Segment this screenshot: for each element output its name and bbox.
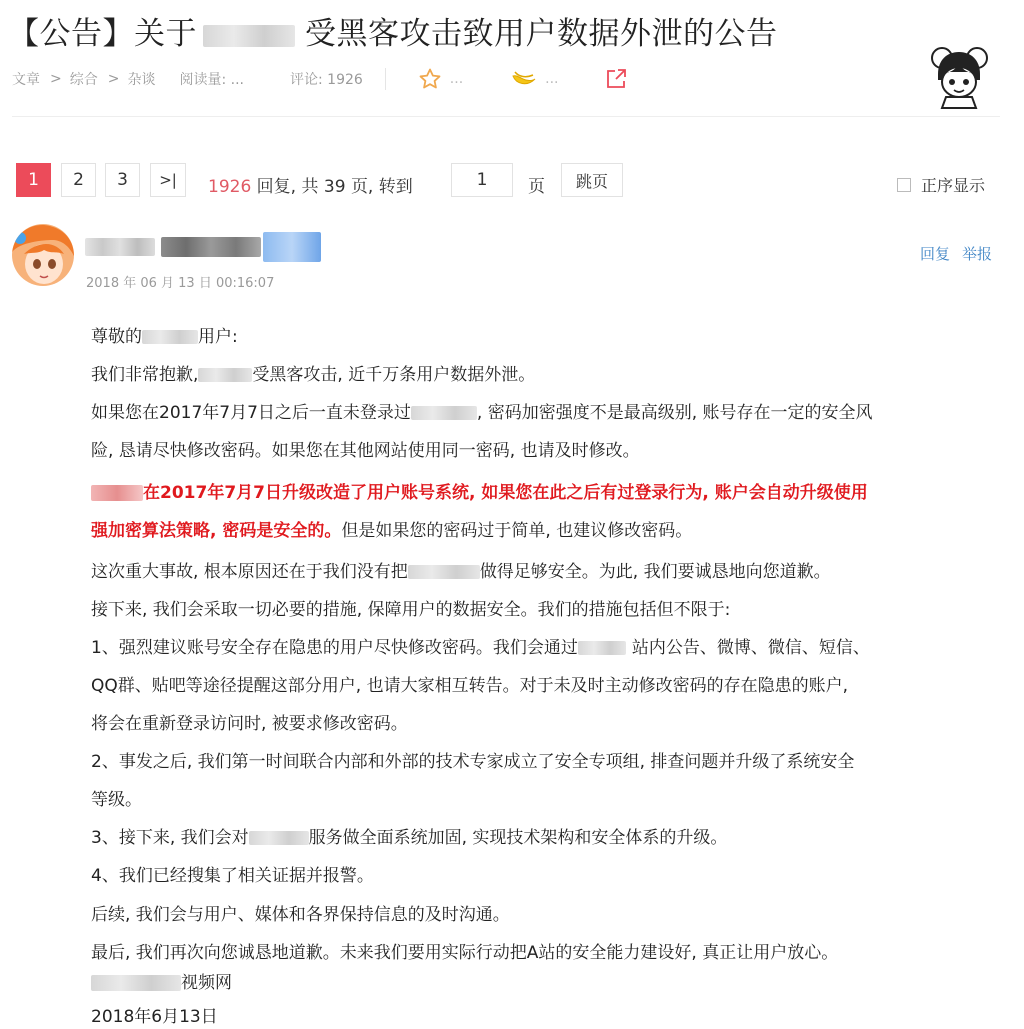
paragraph: 4、我们已经搜集了相关证据并报警。 (91, 866, 374, 886)
comments-count: 评论: 1926 (290, 72, 363, 88)
highlight-paragraph: 强加密算法策略, 密码是安全的。但是如果您的密码过于简单, 也建议修改密码。 (91, 521, 693, 541)
paragraph: 险, 恳请尽快修改密码。如果您在其他网站使用同一密码, 也请及时修改。 (91, 441, 640, 461)
jump-page-button[interactable]: 跳页 (561, 163, 623, 197)
paragraph: 2、事发之后, 我们第一时间联合内部和外部的技术专家成立了安全专项组, 排查问题并升级了系统安全 (91, 752, 855, 772)
paragraph: 这次重大事故, 根本原因还在于我们没有把 做得足够安全。为此, 我们要诚恳地向您道歉。 (91, 562, 831, 582)
last-page-button[interactable]: >| (150, 163, 186, 197)
paragraph: 我们非常抱歉, 受黑客攻击, 近千万条用户数据外泄。 (91, 365, 536, 385)
redacted-username[interactable] (85, 232, 321, 262)
mascot-avatar-icon (928, 44, 990, 110)
banana-icon (511, 68, 537, 90)
highlight-paragraph: 在2017年7月7日升级改造了用户账号系统, 如果您在此之后有过登录行为, 账户会自动升级使用 (91, 478, 868, 503)
signature-date: 2018年6月13日 (91, 1007, 218, 1027)
redacted-site-name (203, 25, 295, 47)
paragraph: 接下来, 我们会采取一切必要的措施, 保障用户的数据安全。我们的措施包括但不限于: (91, 600, 731, 620)
breadcrumb-sep: > (107, 71, 120, 87)
paragraph: 最后, 我们再次向您诚恳地道歉。未来我们要用实际行动把A站的安全能力建设好, 真正让用户放心。 (91, 943, 839, 963)
order-toggle[interactable]: 正序显示 (897, 173, 985, 196)
goto-page-input[interactable]: 1 (451, 163, 513, 197)
breadcrumb-item[interactable]: 综合 (69, 72, 98, 88)
page-button-2[interactable]: 2 (61, 163, 96, 197)
page-button-3[interactable]: 3 (105, 163, 140, 197)
star-icon (418, 67, 442, 91)
page-title (8, 8, 778, 53)
favorite-button[interactable]: ... (418, 67, 463, 91)
breadcrumb-item[interactable]: 杂谈 (127, 72, 156, 88)
views-count: 阅读量: ... (179, 72, 244, 88)
reply-count: 1926 (208, 177, 252, 197)
order-checkbox[interactable] (897, 178, 911, 192)
pager-summary: 1926 回复, 共 39 页, 转到 (208, 177, 413, 197)
header-divider (12, 116, 1000, 117)
page-button-1[interactable]: 1 (16, 163, 51, 197)
paragraph: QQ群、贴吧等途径提醒这部分用户, 也请大家相互转告。对于未及时主动修改密码的存在隐患的账户, (91, 676, 848, 696)
breadcrumb-sep: > (50, 71, 62, 87)
paragraph: 将会在重新登录访问时, 被要求修改密码。 (91, 714, 408, 734)
share-button[interactable] (605, 68, 637, 90)
share-icon (605, 68, 629, 90)
post-timestamp: 2018 年 06 月 13 日 00:16:07 (86, 276, 275, 291)
user-avatar[interactable] (12, 224, 74, 286)
title-suffix: 受黑客攻击致用户数据外泄的公告 (305, 16, 778, 52)
paragraph: 如果您在2017年7月7日之后一直未登录过 , 密码加密强度不是最高级别, 账号存在一定的安全风 (91, 403, 873, 423)
article-meta (12, 67, 637, 91)
total-pages: 39 (323, 177, 346, 197)
reply-link[interactable]: 回复 (920, 245, 951, 263)
paragraph: 等级。 (91, 790, 142, 810)
paragraph: 1、强烈建议账号安全存在隐患的用户尽快修改密码。我们会通过 站内公告、微博、微信、短信、 (91, 638, 870, 658)
paragraph: 3、接下来, 我们会对 服务做全面系统加固, 实现技术架构和安全体系的升级。 (91, 828, 728, 848)
post-actions (920, 243, 1004, 264)
banana-button[interactable]: ... (511, 68, 558, 90)
page-unit-label: 页 (528, 177, 545, 197)
report-link[interactable]: 举报 (962, 245, 993, 263)
paragraph: 后续, 我们会与用户、媒体和各界保持信息的及时沟通。 (91, 905, 510, 925)
signature: 视频网 (91, 968, 232, 993)
paragraph: 尊敬的 用户: (91, 327, 238, 347)
title-prefix: 【公告】关于 (8, 16, 197, 52)
breadcrumb-item[interactable]: 文章 (12, 72, 40, 88)
